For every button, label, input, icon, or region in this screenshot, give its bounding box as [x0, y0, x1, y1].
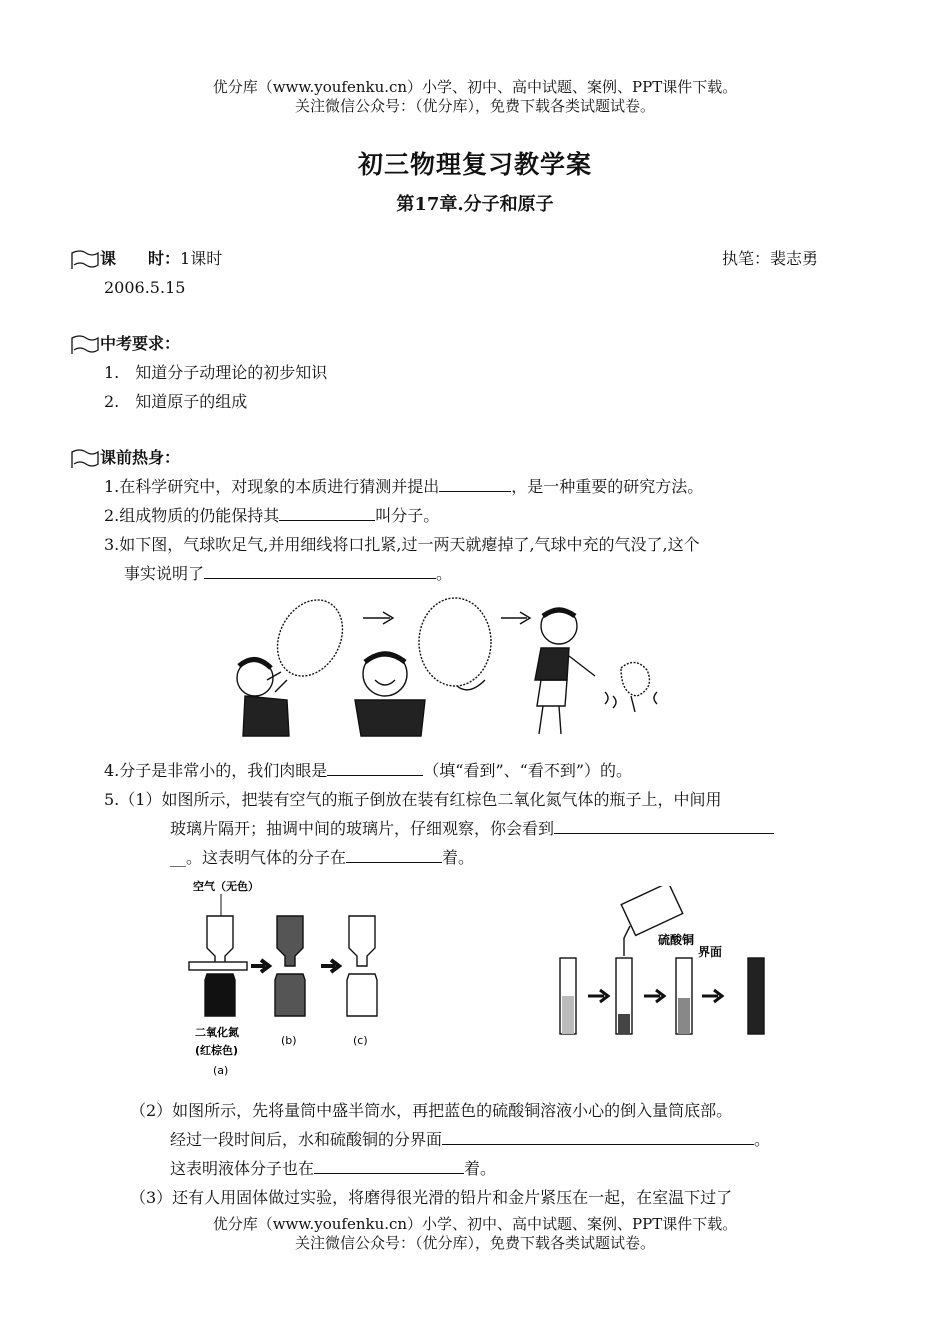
header-line-2: 关注微信公众号：（优分库），免费下载各类试题试卷。 — [294, 97, 655, 115]
question-5-1: 5.（1）如图所示，把装有空气的瓶子倒放在装有红棕色二氧化氮气体的瓶子上，中间用 — [104, 790, 722, 809]
question-5-1-end: 着。 — [442, 848, 475, 867]
answer-blank[interactable] — [279, 504, 375, 521]
date: 2006.5.15 — [104, 278, 186, 297]
question-3-cont — [124, 560, 452, 588]
question-2 — [104, 502, 439, 530]
question-5-2-mid: 。 — [754, 1130, 771, 1149]
question-5-2-text-b: 这表明液体分子也在 — [170, 1159, 315, 1178]
question-5-1-cont — [170, 815, 774, 843]
answer-blank[interactable] — [346, 846, 442, 863]
class-hours-row — [70, 245, 222, 273]
question-3-end: 。 — [436, 564, 453, 583]
flag-icon — [70, 448, 100, 470]
requirements-heading: 中考要求： — [100, 334, 181, 353]
class-hours-value: 1课时 — [180, 249, 223, 268]
question-1 — [104, 473, 703, 501]
author: 执笔：裴志勇 — [722, 249, 819, 268]
question-5-3: （3）还有人用固体做过实验，将磨得很光滑的铅片和金片紧压在一起，在室温下过了 — [130, 1188, 733, 1207]
page-title: 初三物理复习教学案 — [357, 150, 592, 179]
question-3: 3.如下图，气球吹足气,并用细线将口扎紧,过一两天就瘪掉了,气球中充的气没了,这个 — [104, 535, 700, 554]
label-c: (c) — [353, 1034, 368, 1047]
answer-blank[interactable] — [439, 475, 511, 492]
question-5-2-end: 着。 — [464, 1159, 497, 1178]
question-5-2-cont2 — [170, 1155, 496, 1183]
question-4 — [104, 757, 632, 785]
balloon-2 — [419, 598, 491, 686]
answer-blank[interactable] — [204, 562, 436, 579]
question-5-1-text: 玻璃片隔开；抽调中间的玻璃片，仔细观察，你会看到 — [170, 819, 555, 838]
warmup-heading: 课前热身： — [100, 448, 181, 467]
answer-blank[interactable] — [554, 817, 774, 834]
answer-blank[interactable] — [314, 1157, 464, 1174]
question-3-text: 事实说明了 — [124, 564, 205, 583]
answer-blank[interactable] — [442, 1128, 754, 1145]
header-line-1: 优分库（www.youfenku.cn）小学、初中、高中试题、案例、PPT课件下载。 — [212, 78, 738, 96]
answer-blank[interactable] — [327, 759, 423, 776]
label-b: (b) — [281, 1034, 297, 1047]
air-label: 空气（无色） — [193, 880, 259, 893]
chapter-subtitle: 第17章.分子和原子 — [396, 194, 554, 215]
question-1-text-end: ，是一种重要的研究方法。 — [511, 477, 704, 496]
warmup-heading-row — [70, 444, 180, 472]
no2-label: 二氧化氮 — [195, 1026, 239, 1039]
requirement-item: 1. 知道分子动理论的初步知识 — [104, 363, 328, 382]
no2-color-label: (红棕色) — [195, 1044, 239, 1057]
label-a: (a) — [213, 1064, 229, 1077]
question-2-text-end: 叫分子。 — [375, 506, 440, 525]
flag-icon — [70, 249, 100, 271]
question-5-2-text: 经过一段时间后，水和硫酸铜的分界面 — [170, 1130, 443, 1149]
question-5-2-cont — [170, 1126, 770, 1154]
interface-label: 界面 — [698, 945, 723, 959]
requirements-heading-row — [70, 330, 180, 358]
question-1-text: 1.在科学研究中，对现象的本质进行猜测并提出 — [104, 477, 440, 496]
cuso4-label: 硫酸铜 — [658, 933, 695, 947]
question-4-text: 4.分子是非常小的，我们肉眼是 — [104, 761, 328, 780]
requirement-item: 2. 知道原子的组成 — [104, 392, 248, 411]
class-hours-label: 课 时： — [100, 249, 181, 268]
footer-line-2: 关注微信公众号：（优分库），免费下载各类试题试卷。 — [294, 1234, 655, 1252]
question-5-2: （2）如图所示，先将量筒中盛半筒水，再把蓝色的硫酸铜溶液小心的倒入量筒底部。 — [130, 1101, 733, 1120]
question-5-1-text-b: __。这表明气体的分子在 — [170, 848, 347, 867]
liquid-diffusion-figure — [552, 886, 782, 1042]
question-2-text: 2.组成物质的仍能保持其 — [104, 506, 280, 525]
question-5-1-cont2 — [170, 844, 474, 872]
question-4-text-end: （填“看到”、“看不到”）的。 — [423, 761, 633, 780]
footer-line-1: 优分库（www.youfenku.cn）小学、初中、高中试题、案例、PPT课件下载。 — [212, 1215, 738, 1233]
balloon-figure — [225, 596, 685, 746]
gas-diffusion-figure — [185, 876, 395, 1086]
flag-icon — [70, 334, 100, 356]
